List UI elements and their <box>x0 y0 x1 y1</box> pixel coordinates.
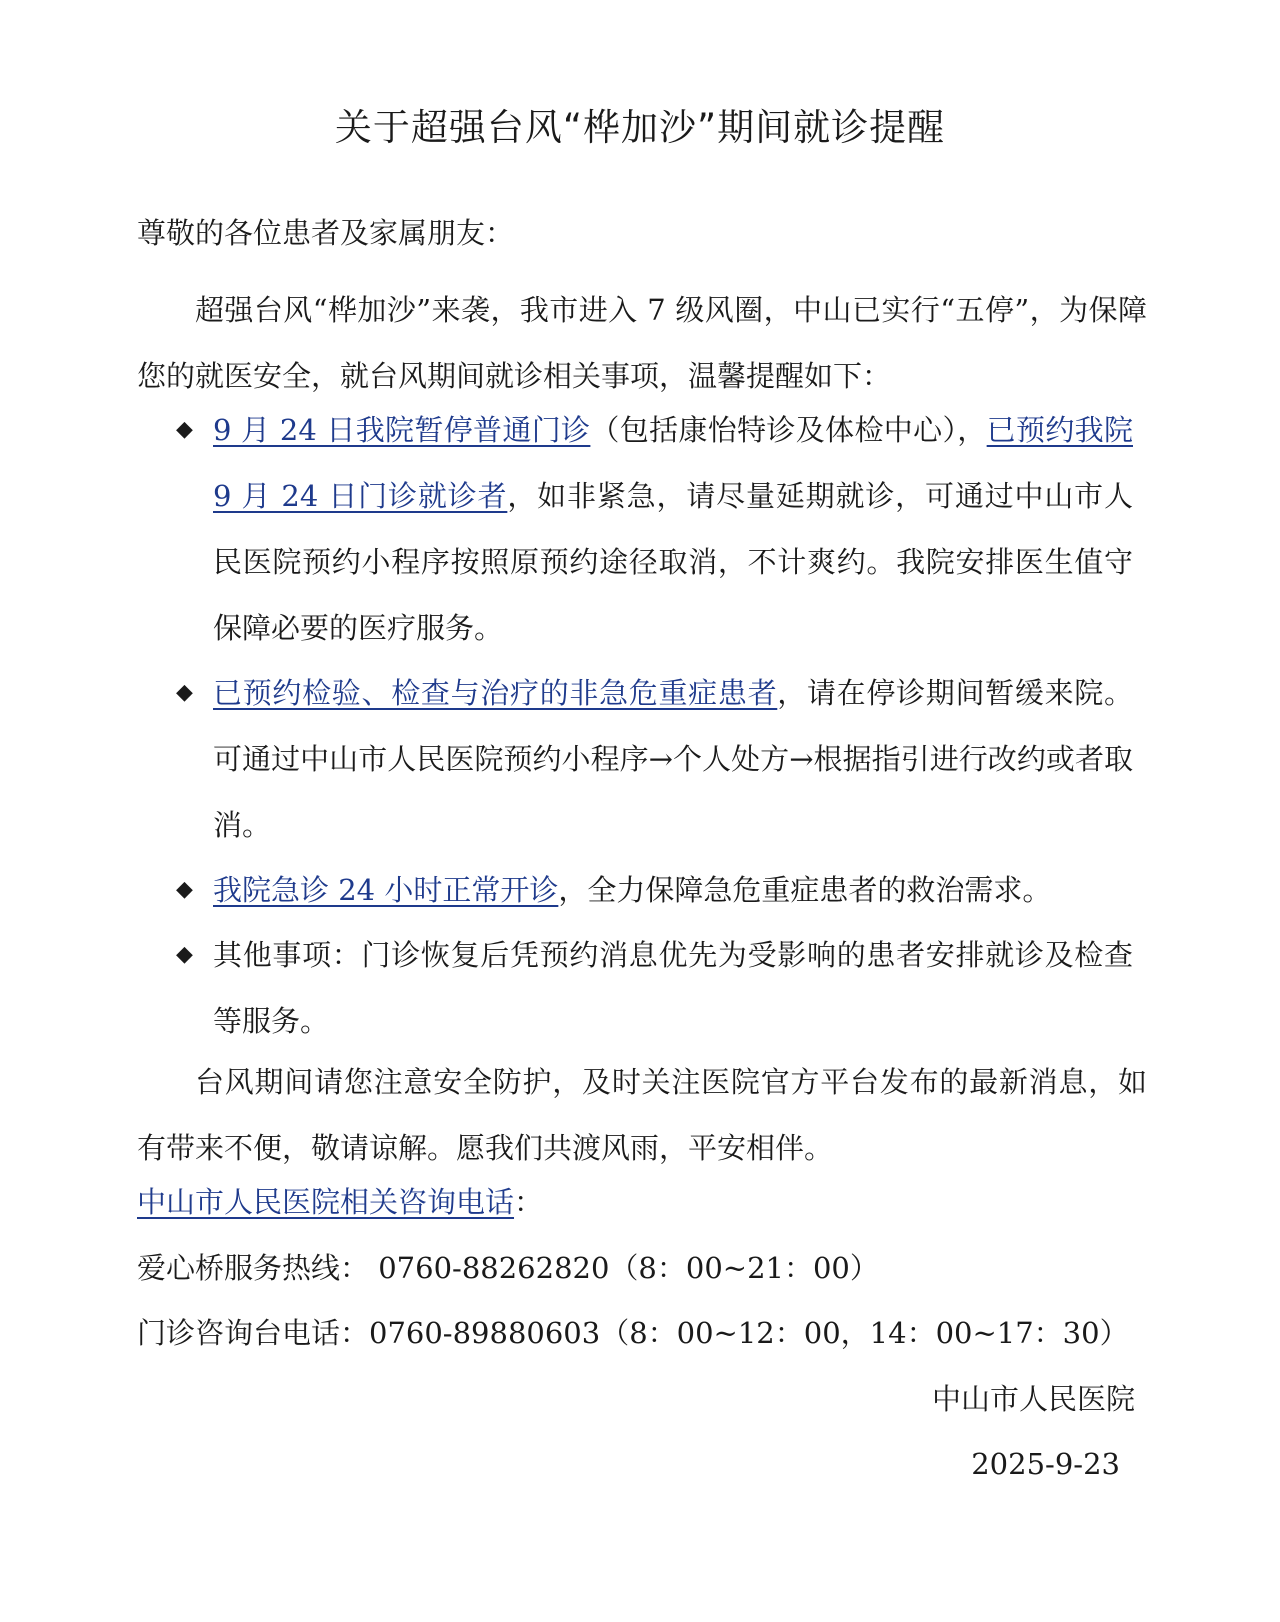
bullet-item <box>176 922 1136 1054</box>
highlighted-text: 已预约检验、检查与治疗的非急危重症患者 <box>213 676 778 710</box>
greeting: 尊敬的各位患者及家属朋友： <box>137 216 515 250</box>
bullet-item <box>176 660 1136 858</box>
highlighted-text: 已预约我院 9 月 24 日门诊就诊者 <box>213 413 1133 513</box>
bullet-item <box>176 857 1136 923</box>
bullet-text <box>213 857 1133 923</box>
diamond-bullet-icon: ◆ <box>176 877 193 902</box>
notice-date: 2025-9-23 <box>971 1447 1120 1481</box>
hospital-signature: 中山市人民医院 <box>931 1382 1135 1416</box>
contact-heading-colon: ： <box>514 1185 544 1219</box>
contact-heading-text: 中山市人民医院相关咨询电话 <box>137 1185 515 1219</box>
diamond-bullet-icon: ◆ <box>176 942 193 967</box>
hotline-phone: 爱心桥服务热线： 0760-88262820（8：00~21：00） <box>137 1251 879 1285</box>
contact-heading <box>137 1180 543 1224</box>
diamond-bullet-icon: ◆ <box>176 417 193 442</box>
bullet-plain-text: （包括康怡特诊及体检中心）， <box>590 413 987 447</box>
bullet-plain-text: ，如非紧急，请尽量延期就诊，可通过中山市人民医院预约小程序按照原预约途径取消，不计爽约。我院安排医生值守保障必要的医疗服务。 <box>213 479 1133 645</box>
notice-title: 关于超强台风“桦加沙”期间就诊提醒 <box>334 106 946 149</box>
outpatient-desk-phone: 门诊咨询台电话：0760-89880603（8：00~12：00，14：00~17：30） <box>137 1316 1129 1350</box>
bullet-text <box>213 397 1133 661</box>
bullet-text <box>213 922 1133 1054</box>
highlighted-text: 我院急诊 24 小时正常开诊 <box>213 873 559 907</box>
highlighted-text: 9 月 24 日我院暂停普通门诊 <box>213 413 591 447</box>
intro-paragraph: 超强台风“桦加沙”来袭，我市进入 7 级风圈，中山已实行“五停”，为保障您的就医安全，就台风期间就诊相关事项，温馨提醒如下： <box>137 293 1147 393</box>
closing-paragraph: 台风期间请您注意安全防护，及时关注医院官方平台发布的最新消息，如有带来不便，敬请谅解。愿我们共渡风雨，平安相伴。 <box>137 1065 1147 1165</box>
bullet-plain-text: ，全力保障急危重症患者的救治需求。 <box>558 873 1052 907</box>
bullet-item <box>176 397 1136 661</box>
diamond-bullet-icon: ◆ <box>176 680 193 705</box>
bullet-plain-text: 其他事项：门诊恢复后凭预约消息优先为受影响的患者安排就诊及检查等服务。 <box>213 938 1133 1038</box>
bullet-plain-text: ，请在停诊期间暂缓来院。可通过中山市人民医院预约小程序→个人处方→根据指引进行改约或者取消。 <box>213 676 1133 842</box>
bullet-text <box>213 660 1133 858</box>
